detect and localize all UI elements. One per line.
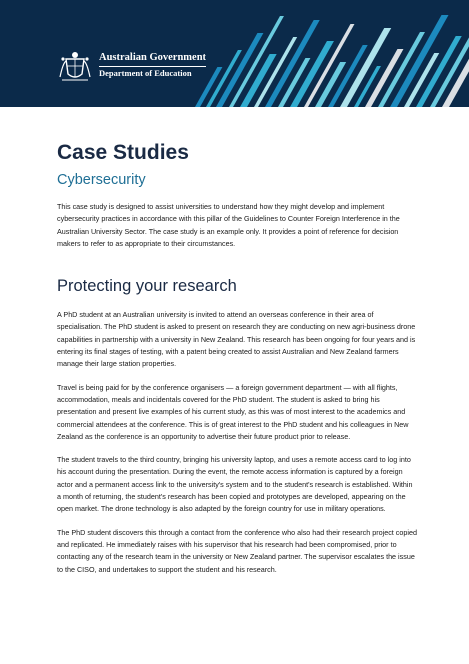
section-heading: Protecting your research — [57, 277, 237, 296]
case-paragraph-3: The student travels to the third country, bringing his university laptop, and uses a remote access card to log into his account during the presentation. During the event, the remote access information is captured by a foreign actor and a permanent access link to the university's system and to the student's research is established. Within a month of returning, the student's research has been copied and prototypes are developed, appearing on the open market. The drone technology is also adapted by the foreign country for use in military operations. — [57, 455, 413, 514]
case-paragraph-1: A PhD student at an Australian university is invited to attend an overseas conference in their area of specialisation. The PhD student is asked to present on research they are conducting on new agri-business drone capabilities in partnership with a university in New Zealand. This research has been ongoing for four years and is entering its final stages of testing, with a patent being created to assist Australian and New Zealand farmers manage their large station properties. — [57, 310, 416, 369]
department-title: Department of Education — [99, 67, 192, 78]
intro-paragraph: This case study is designed to assist universities to understand how they might develop and implement cybersecurity practices in accordance with this pillar of the Guidelines to Counter Foreign Interference in the Australian University Sector. The case study is an example only. It provides a point of reference for decision makers to refer to as appropriate to their circumstances. — [57, 202, 400, 248]
case-paragraph-2: Travel is being paid for by the conference organisers — a foreign government department — with all flights, accommodation, meals and incidentals covered for the PhD student. The student is asked to bring his presentation and present live examples of his current study, as this was of most interest to the academics and commercial attendees at the conference. This is of great interest to the PhD student and his colleagues in New Zealand as the conference is an opportunity to advertise their future product prior to release. — [57, 382, 409, 441]
case-paragraph-4: The PhD student discovers this through a contact from the conference who also had their research project copied and replicated. He immediately raises with his supervisor that his research had been compromised, prior to contacting any of the research team in the university or New Zealand partner. The supervisor escalates the issue to the CISO, and undertakes to support the student and his research. — [57, 527, 417, 574]
page-subtitle: Cybersecurity — [57, 172, 146, 188]
page-title: Case Studies — [57, 141, 189, 164]
header-stripe — [216, 33, 263, 107]
header-stripe — [304, 24, 354, 107]
header-stripe — [340, 28, 391, 107]
government-logo — [57, 47, 206, 83]
document-body — [57, 140, 417, 576]
coat-of-arms-icon — [57, 47, 93, 83]
government-name — [99, 52, 206, 79]
government-title: Australian Government — [99, 52, 206, 67]
page-header-banner — [0, 0, 469, 107]
